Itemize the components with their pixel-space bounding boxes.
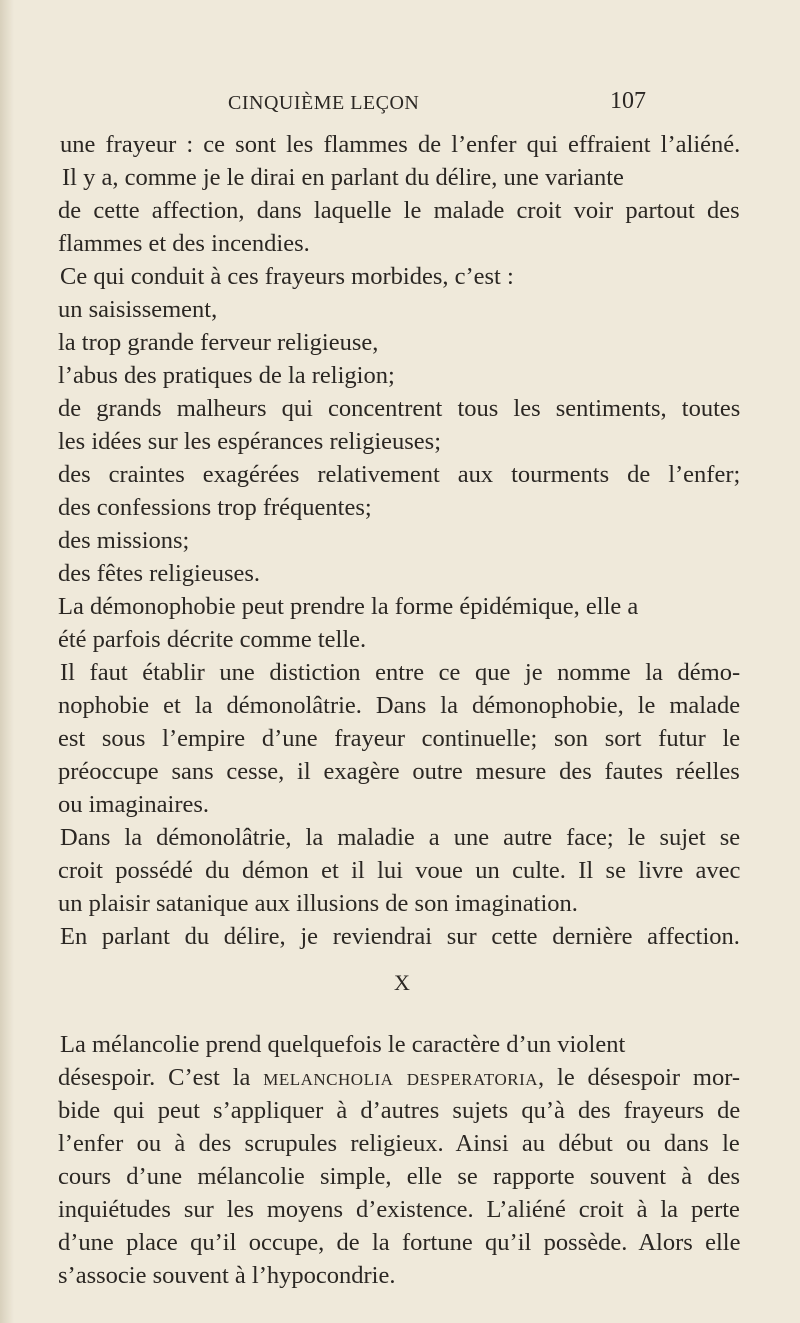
text-line (58, 1063, 740, 1093)
text-line: des craintes exagérées relativement aux tourments de l’enfer; (58, 461, 741, 488)
text-line: la trop grande ferveur religieuse, (58, 329, 379, 356)
text-line: ou imaginaires. (58, 791, 210, 818)
binding-shadow (0, 0, 14, 1323)
text-line: un plaisir satanique aux illusions de son imagination. (58, 890, 578, 917)
text-line: Il y a, comme je le dirai en parlant du délire, une variante (62, 164, 624, 191)
latin-term: melancholia desperatoria (263, 1064, 539, 1091)
running-head: CINQUIÈME LEÇON (228, 92, 420, 114)
text-line: préoccupe sans cesse, il exagère outre mesure des fautes réelles (58, 758, 740, 785)
text-line: de cette affection, dans laquelle le malade croit voir partout des (58, 197, 740, 224)
text-line: les idées sur les espérances religieuses; (58, 428, 442, 455)
text-line: un saisissement, (58, 296, 218, 323)
text-line: été parfois décrite comme telle. (58, 626, 367, 653)
text-line: bide qui peut s’appliquer à d’autres sujets qu’à des frayeurs de (58, 1097, 741, 1124)
text-line: est sous l’empire d’une frayeur continuelle; son sort futur le (58, 725, 741, 752)
text-span: , le désespoir mor- (538, 1064, 741, 1091)
text-line: Ce qui conduit à ces frayeurs morbides, c’est : (60, 263, 514, 290)
text-line: Il faut établir une distiction entre ce que je nomme la démo- (60, 659, 741, 686)
page-number: 107 (610, 88, 646, 114)
section-heading: X (394, 970, 410, 995)
text-line: cours d’une mélancolie simple, elle se rapporte souvent à des (58, 1163, 741, 1190)
text-line: d’une place qu’il occupe, de la fortune qu’il possède. Alors elle (58, 1229, 741, 1256)
page-header (0, 86, 800, 118)
text-line: de grands malheurs qui concentrent tous les sentiments, toutes (58, 395, 741, 422)
text-line: des fêtes religieuses. (58, 560, 261, 587)
text-line: une frayeur : ce sont les flammes de l’enfer qui effraient l’aliéné. (60, 131, 741, 158)
text-line: des confessions trop fréquentes; (58, 494, 372, 521)
text-line: l’enfer ou à des scrupules religieux. Ainsi au début ou dans le (58, 1130, 740, 1157)
text-line: inquiétudes sur les moyens d’existence. L’aliéné croit à la perte (58, 1196, 740, 1223)
text-line: Dans la démonolâtrie, la maladie a une autre face; le sujet se (60, 824, 741, 851)
text-line: La mélancolie prend quelquefois le caractère d’un violent (60, 1031, 626, 1058)
text-line: s’associe souvent à l’hypocondrie. (58, 1262, 396, 1289)
text-line: La démonophobie peut prendre la forme épidémique, elle a (58, 593, 639, 620)
text-line: En parlant du délire, je reviendrai sur cette dernière affection. (60, 923, 740, 950)
text-line: flammes et des incendies. (58, 230, 310, 257)
text-line: l’abus des pratiques de la religion; (58, 362, 395, 389)
text-line: nophobie et la démonolâtrie. Dans la démonophobie, le malade (58, 692, 741, 719)
text-line: des missions; (58, 527, 190, 554)
text-span: désespoir. C’est la (58, 1064, 264, 1091)
text-line: croit possédé du démon et il lui voue un culte. Il se livre avec (58, 857, 741, 884)
